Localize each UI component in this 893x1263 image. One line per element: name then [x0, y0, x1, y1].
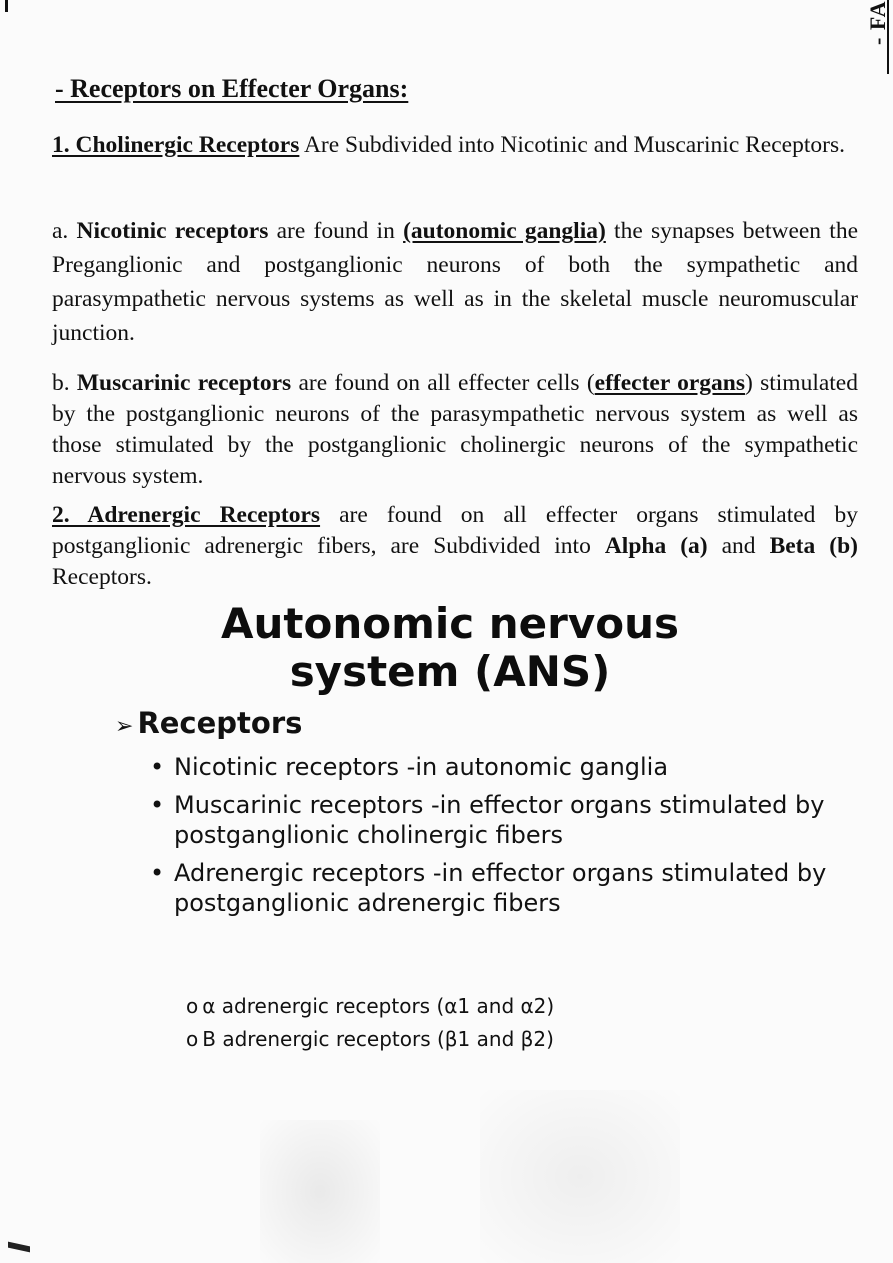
page-corner-mark [8, 1242, 30, 1253]
receptor-bullet-list [150, 752, 830, 926]
paragraph-nicotinic [52, 214, 858, 350]
paragraph-muscarinic [52, 368, 858, 492]
beta-term: Beta (b) [769, 533, 858, 559]
paragraph-text: are found in [268, 218, 404, 244]
slide-title-line: system (ANS) [289, 647, 611, 696]
circle-bullet-icon: o [186, 994, 199, 1018]
paragraph-text: Receptors. [52, 564, 152, 590]
nicotinic-term: Nicotinic receptors [76, 218, 269, 244]
circle-bullet-icon: o [186, 1027, 199, 1051]
bullet-dot-icon: • [150, 753, 165, 781]
paragraph-text: are found on all effecter cells ( [291, 370, 595, 396]
scan-shadow [480, 1090, 680, 1263]
list-item-text: Muscarinic receptors -in effector organs stimulated by postganglionic cholinergic fibers [174, 791, 825, 849]
list-item [150, 858, 830, 918]
alpha-term: Alpha (a) [604, 533, 708, 559]
arrow-bullet-icon: ➢ [115, 714, 134, 739]
list-item [150, 752, 830, 782]
list-item-text: α adrenergic receptors (α1 and α2) [202, 994, 555, 1018]
muscarinic-term: Muscarinic receptors [76, 370, 292, 396]
paragraph-text: the synapses between the Preganglionic and postganglionic neurons of both the sympathetic and parasympathetic nervous systems as well as in the skeletal muscle neuromuscular junction. [52, 218, 858, 346]
list-letter: b. [52, 370, 77, 396]
section-heading: - Receptors on Effecter Organs: [55, 74, 409, 103]
list-item-text: B adrenergic receptors (β1 and β2) [202, 1027, 554, 1051]
slide-subtitle-text: Receptors [137, 706, 303, 740]
side-tab-label: - FA [865, 0, 889, 74]
bullet-dot-icon: • [150, 859, 165, 887]
paragraph-text: ) stimulated by the postganglionic neurons of the parasympathetic nervous system as well as those stimulated by the postganglionic cholinergic neurons of the sympathetic nervous system. [52, 370, 858, 489]
adrenergic-sub-list [186, 990, 786, 1056]
list-item-text: Nicotinic receptors -in autonomic ganglia [174, 753, 669, 781]
slide-title [150, 600, 750, 696]
scan-shadow [260, 1120, 380, 1263]
list-item [150, 790, 830, 850]
list-item [186, 990, 786, 1023]
adrenergic-title: 2. Adrenergic Receptors [52, 502, 321, 528]
bullet-dot-icon: • [150, 791, 165, 819]
slide-subtitle [115, 706, 302, 740]
paragraph-cholinergic [52, 128, 858, 162]
slide-title-line: Autonomic nervous [220, 599, 679, 648]
autonomic-ganglia-term: (autonomic ganglia) [403, 218, 606, 244]
page-edge-mark [5, 0, 8, 12]
paragraph-text: are found on all effecter organs stimulated by postganglionic adrenergic fibers, are Subdivided into [52, 502, 858, 559]
paragraph-adrenergic [52, 500, 858, 593]
list-item-text: Adrenergic receptors -in effector organs stimulated by postganglionic adrenergic fibers [174, 859, 827, 917]
paragraph-text: and [707, 533, 770, 559]
effecter-organs-term: effecter organs [594, 370, 746, 396]
list-item [186, 1023, 786, 1056]
cholinergic-title: 1. Cholinergic Receptors [52, 132, 300, 158]
list-letter: a. [52, 218, 77, 244]
paragraph-text: Are Subdivided into Nicotinic and Muscarinic Receptors. [299, 132, 845, 158]
